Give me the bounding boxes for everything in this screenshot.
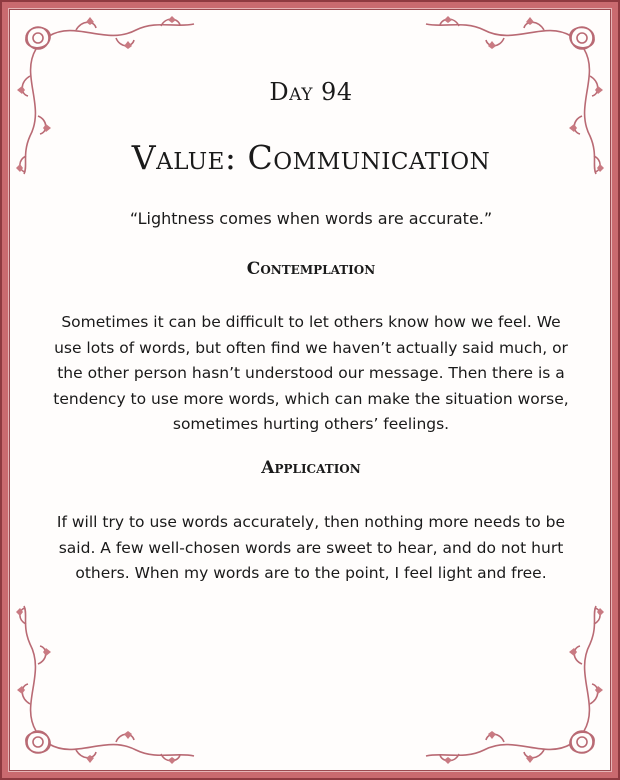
section-text-contemplation: Sometimes it can be difficult to let others know how we feel. We use lots of words, but often find we haven’t actually said much, or the other person hasn’t understood our message. Then there is a tendency to use more words, which can make the situation worse, sometimes hurting others’ feelings. bbox=[53, 313, 569, 433]
day-heading: Day 94 bbox=[269, 78, 353, 106]
section-text-application: If will try to use words accurately, then nothing more needs to be said. A few well-chosen words are sweet to hear, and do not hurt others. When my words are to the point, I feel light and free. bbox=[56, 513, 566, 582]
quote: “Lightness comes when words are accurate.” bbox=[129, 209, 493, 228]
section-heading-application: Application bbox=[261, 458, 361, 478]
page-content bbox=[10, 10, 612, 772]
page-title: Value: Communication bbox=[131, 138, 491, 177]
section-heading-contemplation: Contemplation bbox=[246, 259, 376, 279]
page bbox=[9, 9, 611, 771]
